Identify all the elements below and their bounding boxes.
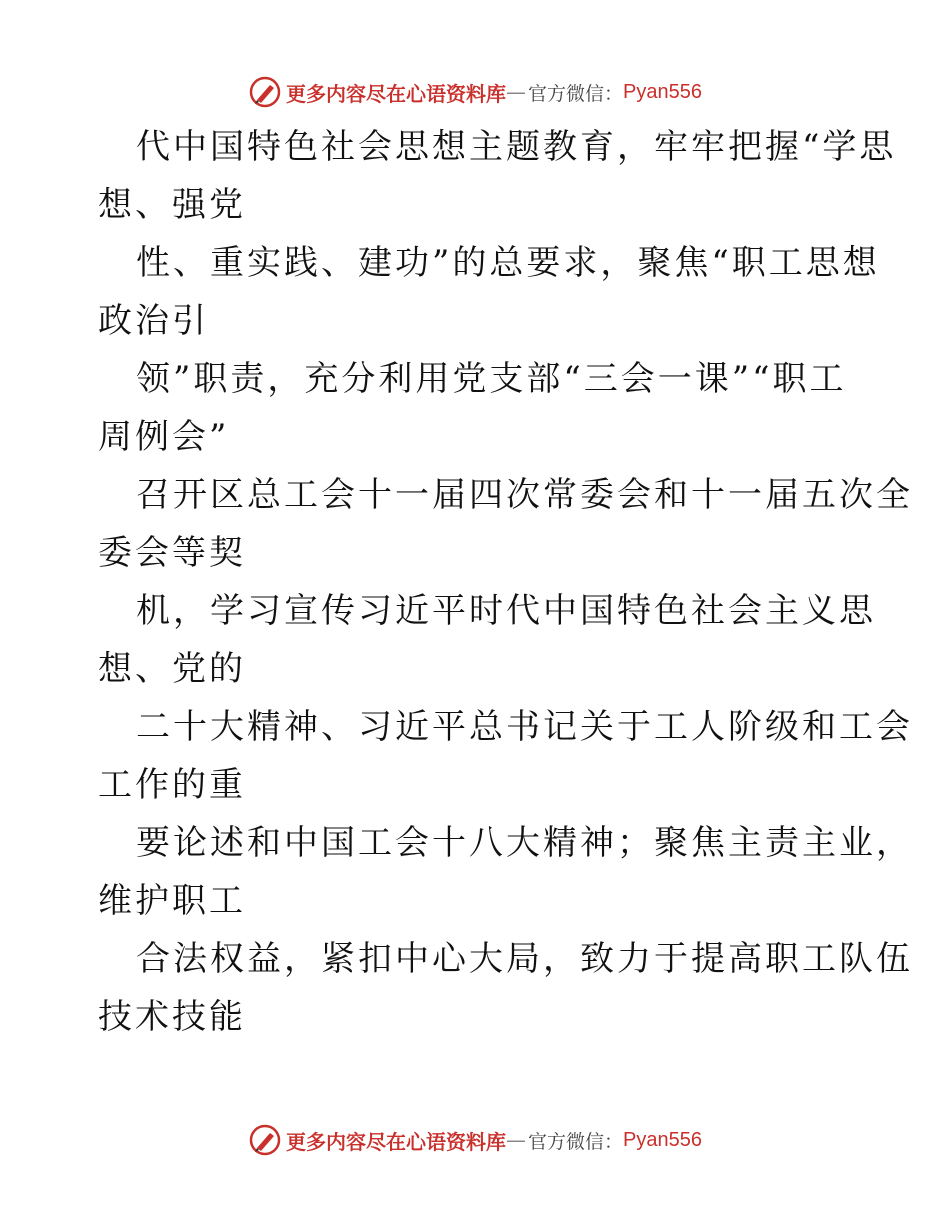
header-banner	[0, 72, 950, 112]
body-line: 机，学习宣传习近平时代中国特色社会主义思	[136, 591, 876, 631]
banner-brand: 更多内容尽在心语资料库	[286, 1129, 506, 1154]
banner-wechat-id: Pyan556	[623, 80, 702, 103]
body-line: 政治引	[98, 301, 209, 341]
body-line: 代中国特色社会思想主题教育，牢牢把握“学思	[136, 127, 897, 167]
body-line: 合法权益，紧扣中心大局，致力于提高职工队伍	[136, 939, 913, 979]
banner-wechat-label: 官方微信：	[528, 1130, 624, 1153]
body-line: 周例会”	[98, 417, 230, 457]
banner-wechat-label: 官方微信：	[528, 82, 624, 105]
body-line: 技术技能	[98, 997, 246, 1037]
banner-wechat-id: Pyan556	[623, 1128, 702, 1151]
body-line: 维护职工	[98, 881, 246, 921]
document-body	[98, 118, 913, 1046]
pen-logo-icon	[248, 1123, 282, 1157]
banner-separator: —	[506, 1128, 526, 1152]
body-line: 想、强党	[98, 185, 246, 225]
banner-separator: —	[506, 80, 526, 104]
body-line: 工作的重	[98, 765, 246, 805]
body-line: 想、党的	[98, 649, 246, 689]
body-line: 领”职责，充分利用党支部“三会一课”“职工	[136, 359, 847, 399]
body-line: 性、重实践、建功”的总要求，聚焦“职工思想	[136, 243, 880, 283]
body-line: 二十大精神、习近平总书记关于工人阶级和工会	[136, 707, 913, 747]
banner-brand: 更多内容尽在心语资料库	[286, 81, 506, 106]
body-line: 委会等契	[98, 533, 246, 573]
footer-banner	[0, 1120, 950, 1160]
pen-logo-icon	[248, 75, 282, 109]
body-line: 召开区总工会十一届四次常委会和十一届五次全	[136, 475, 913, 515]
body-line: 要论述和中国工会十八大精神；聚焦主责主业，	[136, 823, 913, 863]
